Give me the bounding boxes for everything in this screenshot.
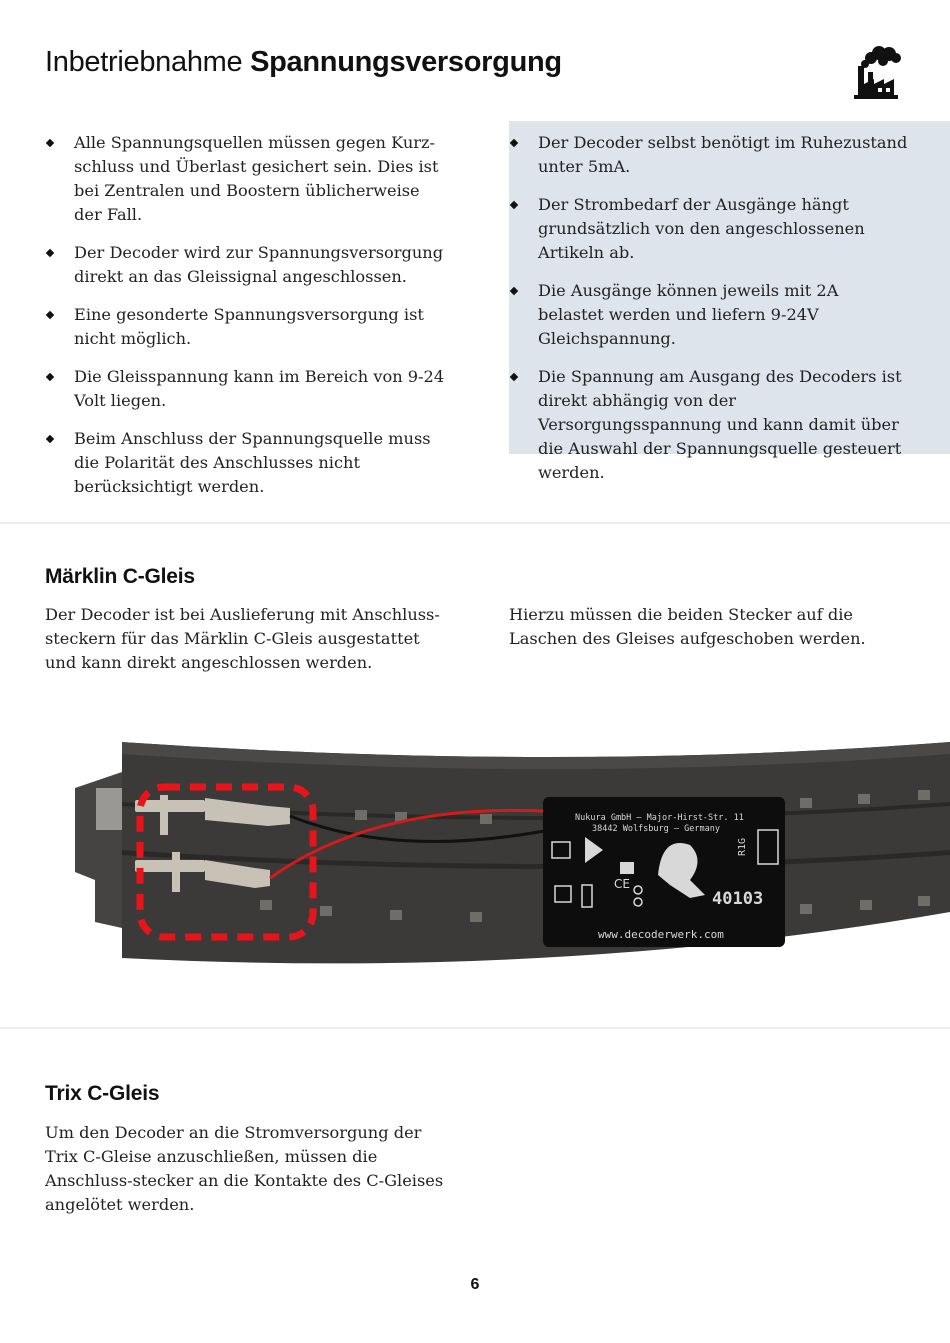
pcb-city: 38442 Wolfsburg – Germany (592, 824, 720, 834)
page-title (45, 46, 562, 79)
track-decoder-photo (0, 680, 950, 1025)
list-item: Die Gleisspannung kann im Bereich von 9-24 Volt liegen. (45, 365, 445, 413)
pcb-url: www.decoderwerk.com (598, 928, 724, 941)
track-body (122, 742, 950, 963)
trix-text: Um den Decoder an die Stromversorgung der Trix C-Gleise anzuschließen, müssen die Anschluss-stecker an die Kontakte des C-Gleises angelötet werden. (45, 1123, 444, 1214)
pcb-rig: R1G (737, 837, 748, 856)
list-item: Die Ausgänge können jeweils mit 2A belastet werden und liefern 9-24V Gleichspannung. (509, 279, 909, 351)
factory-icon (852, 44, 902, 100)
list-item: Alle Spannungsquellen müssen gegen Kurz-schluss und Überlast gesichert sein. Dies ist bei Zentralen und Boostern üblicherweise der Fall. (45, 131, 445, 227)
list-item: Der Strombedarf der Ausgänge hängt grundsätzlich von den angeschlossenen Artikeln ab. (509, 193, 909, 265)
page-number: 6 (470, 1276, 480, 1293)
trix-heading: Trix C-Gleis (45, 1082, 160, 1105)
list-item: Beim Anschluss der Spannungsquelle muss die Polarität des Anschlusses nicht berücksichtigt werden. (45, 427, 445, 499)
right-column (509, 131, 909, 499)
marklin-text-left: Der Decoder ist bei Auslieferung mit Anschluss-steckern für das Märklin C-Gleis ausgestattet und kann direkt angeschlossen werden. (45, 605, 440, 672)
list-item: Der Decoder selbst benötigt im Ruhezustand unter 5mA. (509, 131, 909, 179)
section-divider (0, 1027, 950, 1029)
bullet-list-right (509, 131, 909, 485)
title-light: Inbetriebnahme (45, 46, 243, 78)
marklin-text-right: Hierzu müssen die beiden Stecker auf die Laschen des Gleises aufgeschoben werden. (509, 605, 866, 648)
bullet-list-left (45, 131, 445, 499)
list-item: Die Spannung am Ausgang des Decoders ist direkt abhängig von der Versorgungsspannung und kann damit über die Auswahl der Spannungsquelle gesteuert werden. (509, 365, 909, 485)
svg-text:CE: CE (614, 877, 630, 891)
list-item: Der Decoder wird zur Spannungsversorgung direkt an das Gleissignal angeschlossen. (45, 241, 445, 289)
pcb-address: Nukura GmbH – Major-Hirst-Str. 11 (575, 813, 744, 823)
pcb-model: 40103 (712, 889, 764, 909)
title-bold: Spannungsversorgung (250, 46, 562, 78)
left-column (45, 131, 445, 513)
section-divider (0, 522, 950, 524)
list-item: Eine gesonderte Spannungsversorgung ist nicht möglich. (45, 303, 445, 351)
marklin-heading: Märklin C-Gleis (45, 565, 195, 588)
